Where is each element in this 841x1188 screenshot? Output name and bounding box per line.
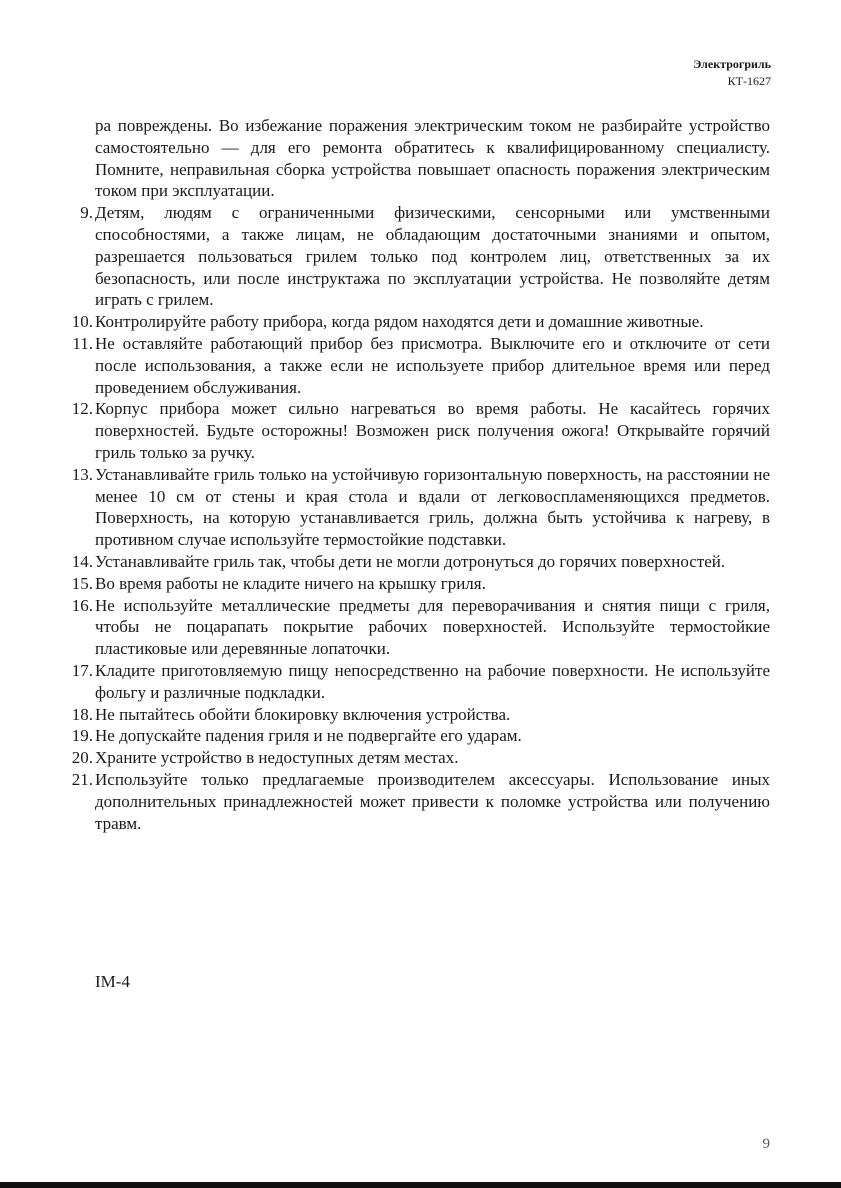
list-item-13 xyxy=(61,464,770,551)
list-item-14 xyxy=(61,551,770,573)
item-text: Контролируйте работу прибора, когда рядом находятся дети и домашние животные. xyxy=(95,312,704,332)
model-number: КТ-1627 xyxy=(727,74,771,88)
list-item-9 xyxy=(61,202,770,311)
list-item-21 xyxy=(61,769,770,834)
item-number: 18. xyxy=(71,704,93,724)
list-item-15 xyxy=(61,573,770,595)
item-text: Корпус прибора может сильно нагреваться во время работы. Не касайтесь горячих поверхностей. Будьте осторожны! Возможен риск получения ожога! Открывайте горячий гриль только за ручку. xyxy=(95,399,770,462)
list-item-11 xyxy=(61,333,770,398)
item-number: 9. xyxy=(80,203,93,223)
bottom-rule xyxy=(0,1182,841,1188)
item-number: 11. xyxy=(72,333,93,353)
item-text: Используйте только предлагаемые производителем аксессуары. Использование иных дополнительных принадлежностей может привести к поломке устройства или получению травм. xyxy=(95,769,770,833)
item-text: Храните устройство в недоступных детям местах. xyxy=(95,748,459,768)
item-text: Устанавливайте гриль только на устойчивую горизонтальную поверхность, на расстоянии не менее 10 см от стены и края стола и вдали от легковоспламеняющихся предметов. Поверхность, на которую устанавливается гриль, должна быть устойчива к нагреву, в противном случае используйте термостойкие подставки. xyxy=(95,464,770,550)
item-number: 10. xyxy=(71,312,93,332)
item-number: 13. xyxy=(71,464,93,484)
item-text: Не пытайтесь обойти блокировку включения устройства. xyxy=(95,704,511,724)
list-item-20 xyxy=(61,747,770,769)
document-code: IM-4 xyxy=(95,972,130,991)
item-number: 12. xyxy=(71,399,93,419)
list-item-19 xyxy=(61,725,770,747)
list-item-10 xyxy=(61,311,770,333)
item-number: 16. xyxy=(71,595,93,615)
product-name: Электрогриль xyxy=(693,57,771,71)
page-header xyxy=(693,56,771,90)
instructions-body xyxy=(61,115,770,834)
item-text: Кладите приготовляемую пищу непосредственно на рабочие поверхности. Не используйте фольгу и различные подкладки. xyxy=(95,660,770,702)
list-item-16 xyxy=(61,595,770,660)
page-number: 9 xyxy=(762,1136,770,1152)
item-text: Не используйте металлические предметы для переворачивания и снятия пищи с гриля, чтобы не поцарапать покрытие рабочих поверхностей. Используйте термостойкие пластиковые или деревянные лопаточки. xyxy=(95,595,770,659)
item-number: 20. xyxy=(71,748,93,768)
intro-paragraph: ра повреждены. Во избежание поражения электрическим током не разбирайте устройство самостоятельно — для его ремонта обратитесь к квалифицированному специалисту. Помните, неправильная сборка устройства повышает опасность поражения электрическим током при эксплуатации. xyxy=(95,116,770,201)
list-item-18 xyxy=(61,704,770,726)
item-number: 14. xyxy=(71,551,93,571)
item-number: 19. xyxy=(71,726,93,746)
item-number: 17. xyxy=(71,660,93,680)
list-item-17 xyxy=(61,660,770,704)
item-number: 15. xyxy=(71,573,93,593)
list-item-12 xyxy=(61,398,770,463)
item-text: Не допускайте падения гриля и не подвергайте его ударам. xyxy=(95,726,522,746)
item-number: 21. xyxy=(71,769,93,789)
item-text: Во время работы не кладите ничего на крышку гриля. xyxy=(95,573,486,593)
item-text: Устанавливайте гриль так, чтобы дети не могли дотронуться до горячих поверхностей. xyxy=(95,551,726,571)
item-text: Детям, людям с ограниченными физическими, сенсорными или умственными способностями, а также лицам, не обладающим достаточными знаниями и опытом, разрешается пользоваться грилем только под контролем лиц, ответственных за их безопасность, или после инструктажа по эксплуатации устройства. Не позволяйте детям играть с грилем. xyxy=(95,203,770,310)
item-text: Не оставляйте работающий прибор без присмотра. Выключите его и отключите от сети после использования, а также если не используете прибор длительное время или перед проведением обслуживания. xyxy=(95,333,770,397)
